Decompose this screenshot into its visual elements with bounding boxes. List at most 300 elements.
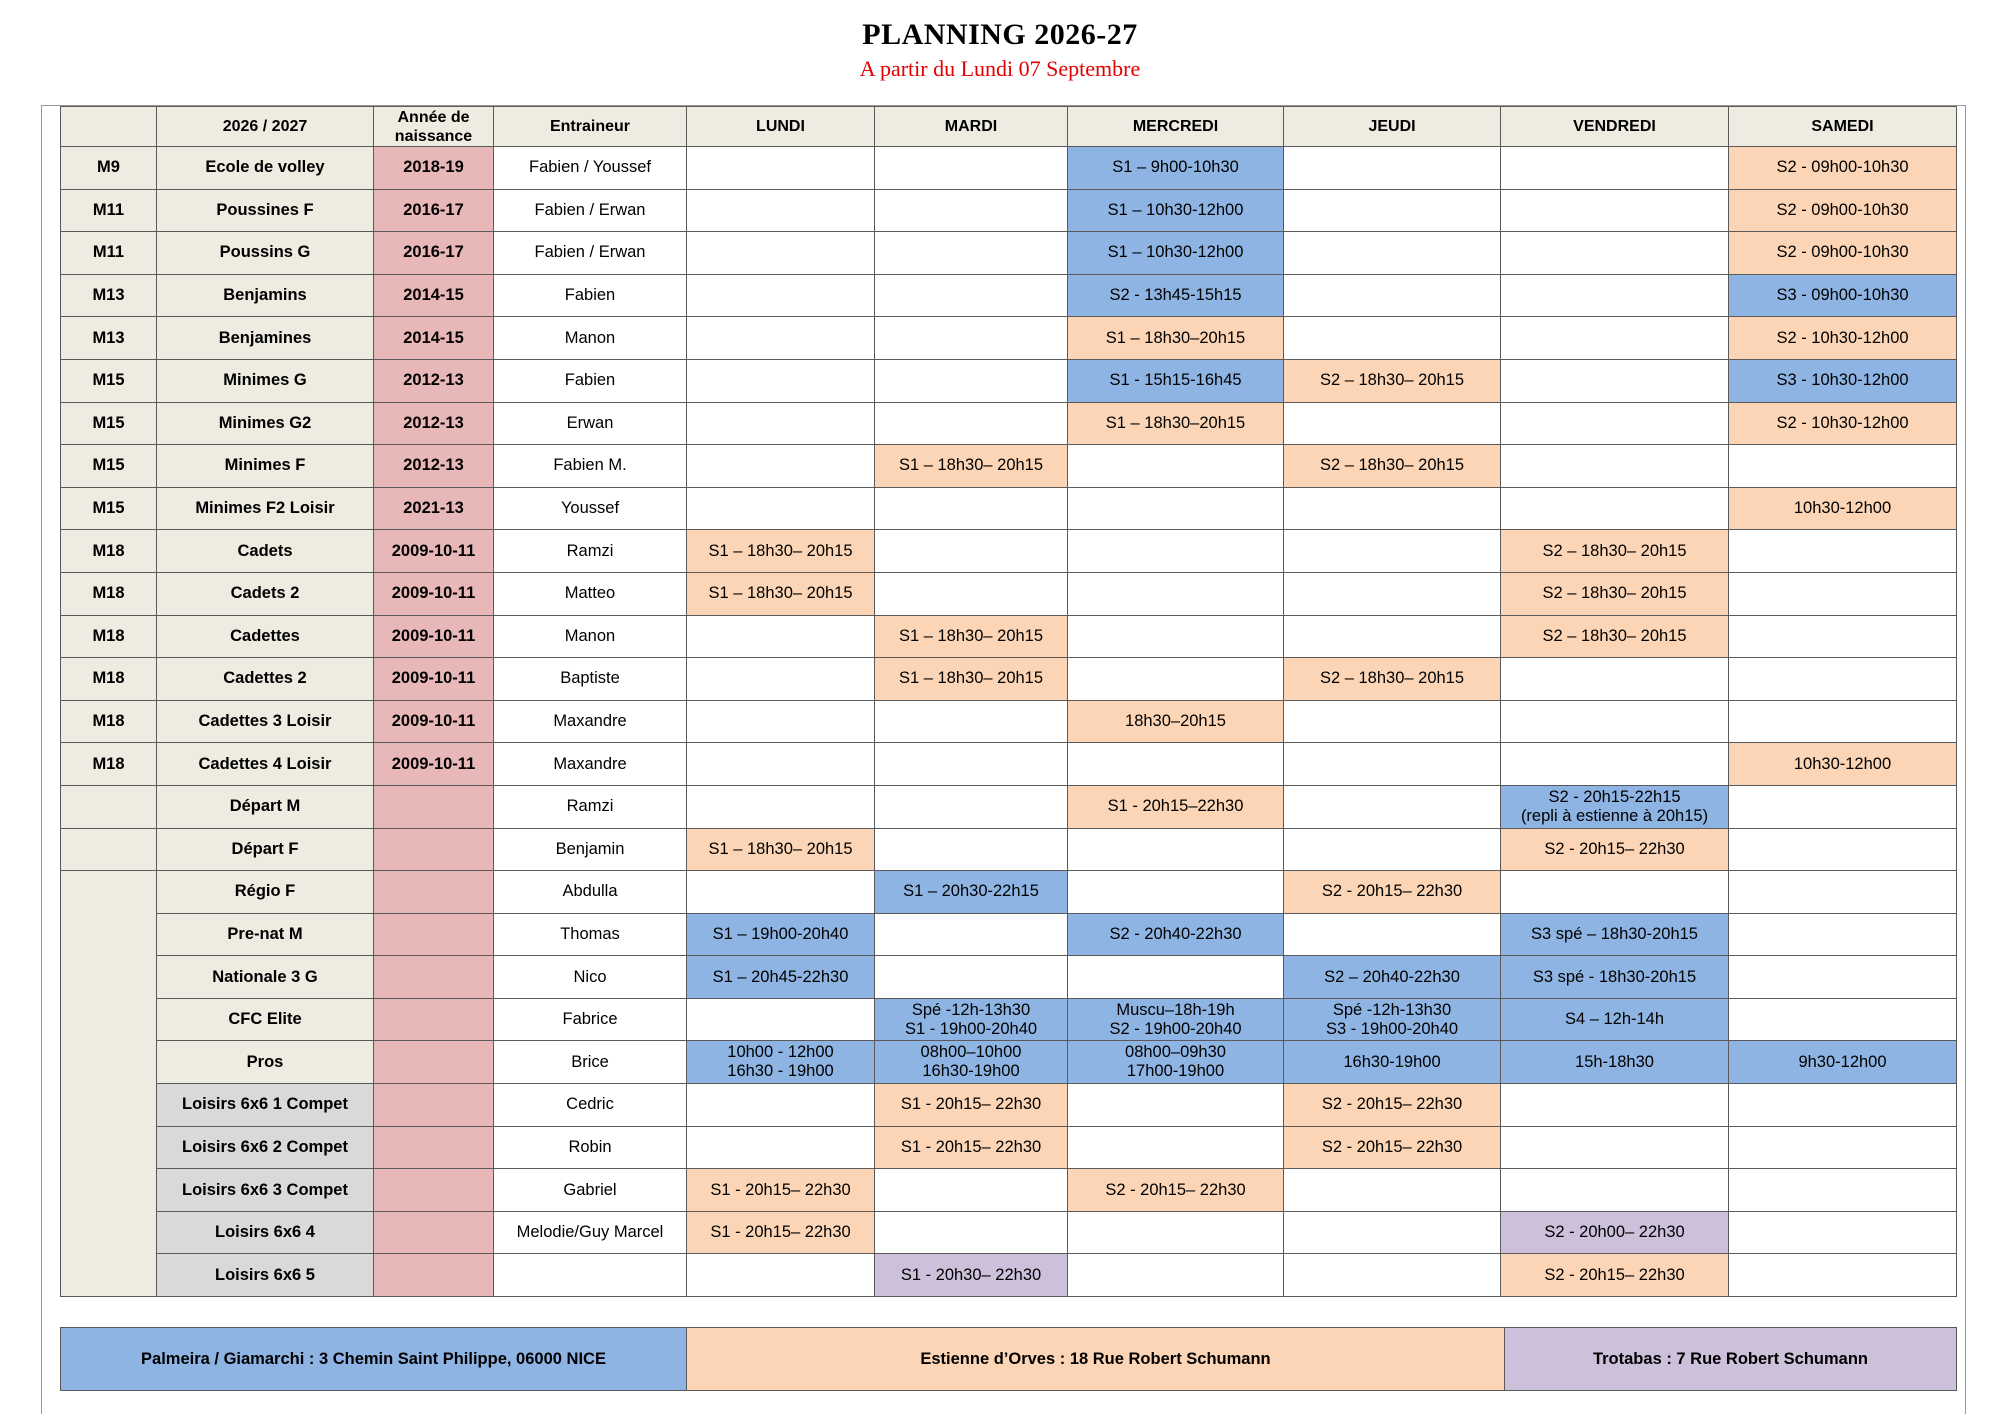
slot-mardi — [875, 658, 1068, 701]
table-row — [61, 530, 1957, 573]
slot-text: S1 – 10h30-12h00 — [1107, 243, 1244, 262]
page-title: PLANNING 2026-27 — [862, 18, 1138, 51]
team-cell: Nationale 3 G — [157, 956, 374, 999]
slot-text: S1 – 18h30–20h15 — [1105, 328, 1246, 347]
slot-lundi — [687, 317, 875, 360]
coach-cell: Youssef — [494, 487, 687, 530]
slot-lundi — [687, 871, 875, 914]
slot-text: S3 spé - 18h30-20h15 — [1532, 967, 1697, 986]
slot-text: 10h00 - 12h00 — [727, 1043, 834, 1062]
table-row — [61, 998, 1957, 1041]
slot-text: 08h00–10h00 — [920, 1043, 1022, 1062]
table-row — [61, 1169, 1957, 1212]
slot-lundi — [687, 402, 875, 445]
slot-jeudi — [1284, 530, 1501, 573]
slot-text: S2 - 20h40-22h30 — [1109, 924, 1242, 943]
birth-year-cell: 2009-10-11 — [374, 743, 494, 786]
slot-lundi — [687, 658, 875, 701]
slot-samedi — [1729, 1169, 1957, 1212]
birth-year-cell: 2009-10-11 — [374, 530, 494, 573]
slot-vendredi — [1501, 956, 1729, 999]
slot-text: S1 – 18h30– 20h15 — [708, 541, 853, 560]
slot-lundi — [687, 530, 875, 573]
coach-cell: Maxandre — [494, 700, 687, 743]
slot-mardi — [875, 487, 1068, 530]
slot-samedi — [1729, 871, 1957, 914]
slot-lundi — [687, 956, 875, 999]
slot-mardi — [875, 913, 1068, 956]
header-birth-year: Année de naissance — [374, 107, 494, 147]
slot-mercredi — [1068, 871, 1284, 914]
birth-year-cell: 2016-17 — [374, 232, 494, 275]
coach-cell: Fabien M. — [494, 445, 687, 488]
slot-mercredi — [1068, 359, 1284, 402]
slot-lundi — [687, 913, 875, 956]
slot-text: S1 - 20h15– 22h30 — [900, 1137, 1042, 1156]
slot-text: 18h30–20h15 — [1125, 712, 1226, 731]
slot-samedi — [1729, 402, 1957, 445]
slot-mardi — [875, 1041, 1068, 1084]
slot-mercredi — [1068, 1169, 1284, 1212]
slot-vendredi — [1501, 487, 1729, 530]
team-cell: Cadettes 2 — [157, 658, 374, 701]
slot-text: S1 – 20h30-22h15 — [903, 882, 1039, 901]
birth-year-cell — [374, 1084, 494, 1127]
birth-year-cell — [374, 785, 494, 828]
table-row — [61, 1126, 1957, 1169]
slot-jeudi — [1284, 317, 1501, 360]
slot-text: S2 - 20h15– 22h30 — [1321, 882, 1463, 901]
team-cell: Départ M — [157, 785, 374, 828]
team-cell: Cadettes — [157, 615, 374, 658]
coach-cell: Maxandre — [494, 743, 687, 786]
slot-text: S1 – 9h00-10h30 — [1112, 158, 1239, 177]
slot-mercredi — [1068, 189, 1284, 232]
team-cell: Cadets — [157, 530, 374, 573]
category-cell: M18 — [61, 572, 157, 615]
table-row — [61, 828, 1957, 871]
slot-text: S2 - 09h00-10h30 — [1776, 243, 1909, 262]
coach-cell: Abdulla — [494, 871, 687, 914]
slot-vendredi — [1501, 1084, 1729, 1127]
table-row — [61, 871, 1957, 914]
slot-lundi — [687, 615, 875, 658]
table-row — [61, 1211, 1957, 1254]
table-row — [61, 1254, 1957, 1297]
slot-vendredi — [1501, 317, 1729, 360]
slot-mercredi — [1068, 487, 1284, 530]
team-cell: Régio F — [157, 871, 374, 914]
category-cell: M18 — [61, 700, 157, 743]
slot-samedi — [1729, 359, 1957, 402]
slot-jeudi — [1284, 913, 1501, 956]
table-row — [61, 402, 1957, 445]
slot-mercredi — [1068, 956, 1284, 999]
slot-lundi — [687, 274, 875, 317]
table-row — [61, 487, 1957, 530]
birth-year-cell — [374, 1211, 494, 1254]
slot-jeudi — [1284, 828, 1501, 871]
table-row — [61, 1041, 1957, 1084]
slot-text: 16h30-19h00 — [1343, 1052, 1441, 1071]
birth-year-cell: 2009-10-11 — [374, 615, 494, 658]
slot-vendredi — [1501, 615, 1729, 658]
slot-mercredi — [1068, 1084, 1284, 1127]
slot-vendredi — [1501, 530, 1729, 573]
slot-text: S2 - 20h15– 22h30 — [1321, 1095, 1463, 1114]
table-row — [61, 317, 1957, 360]
birth-year-cell: 2016-17 — [374, 189, 494, 232]
coach-cell: Melodie/Guy Marcel — [494, 1211, 687, 1254]
table-row — [61, 913, 1957, 956]
slot-text: S1 – 18h30– 20h15 — [898, 669, 1044, 688]
slot-samedi — [1729, 189, 1957, 232]
coach-cell: Thomas — [494, 913, 687, 956]
header-coach: Entraineur — [494, 107, 687, 147]
slot-samedi — [1729, 572, 1957, 615]
coach-cell: Erwan — [494, 402, 687, 445]
location-legend — [60, 1327, 1957, 1391]
slot-mercredi — [1068, 700, 1284, 743]
slot-vendredi — [1501, 828, 1729, 871]
slot-lundi — [687, 700, 875, 743]
slot-lundi — [687, 147, 875, 190]
team-cell: Loisirs 6x6 1 Compet — [157, 1084, 374, 1127]
team-cell: Loisirs 6x6 4 — [157, 1211, 374, 1254]
slot-vendredi — [1501, 1211, 1729, 1254]
coach-cell: Benjamin — [494, 828, 687, 871]
birth-year-cell — [374, 828, 494, 871]
slot-text: Spé -12h-13h30 — [1332, 1000, 1452, 1019]
birth-year-cell: 2018-19 — [374, 147, 494, 190]
slot-jeudi — [1284, 700, 1501, 743]
category-cell: M18 — [61, 658, 157, 701]
slot-mardi — [875, 530, 1068, 573]
table-row — [61, 615, 1957, 658]
slot-vendredi — [1501, 1041, 1729, 1084]
team-cell: Loisirs 6x6 2 Compet — [157, 1126, 374, 1169]
slot-samedi — [1729, 743, 1957, 786]
slot-lundi — [687, 1041, 875, 1084]
slot-text: S3 - 19h00-20h40 — [1325, 1019, 1459, 1038]
slot-text: 08h00–09h30 — [1125, 1043, 1226, 1062]
birth-year-cell: 2009-10-11 — [374, 700, 494, 743]
slot-text: S2 - 10h30-12h00 — [1776, 413, 1909, 432]
slot-text: S1 – 18h30– 20h15 — [898, 456, 1044, 475]
slot-text: S4 – 12h-14h — [1564, 1010, 1665, 1029]
slot-mercredi — [1068, 274, 1284, 317]
slot-mardi — [875, 1254, 1068, 1297]
team-cell: Cadettes 3 Loisir — [157, 700, 374, 743]
legend-palmeira: Palmeira / Giamarchi : 3 Chemin Saint Philippe, 06000 NICE — [61, 1328, 687, 1391]
slot-lundi — [687, 785, 875, 828]
slot-mardi — [875, 402, 1068, 445]
slot-samedi — [1729, 317, 1957, 360]
slot-jeudi — [1284, 1126, 1501, 1169]
slot-mercredi — [1068, 530, 1284, 573]
birth-year-cell — [374, 1254, 494, 1297]
slot-jeudi — [1284, 871, 1501, 914]
team-cell: Cadettes 4 Loisir — [157, 743, 374, 786]
slot-mardi — [875, 232, 1068, 275]
table-row — [61, 232, 1957, 275]
category-cell: M15 — [61, 359, 157, 402]
slot-vendredi — [1501, 402, 1729, 445]
slot-mercredi — [1068, 1041, 1284, 1084]
slot-lundi — [687, 743, 875, 786]
slot-text: S2 - 20h00– 22h30 — [1544, 1223, 1685, 1242]
category-cell — [61, 785, 157, 828]
slot-text: 9h30-12h00 — [1798, 1052, 1887, 1071]
slot-mercredi — [1068, 828, 1284, 871]
slot-text: (repli à estienne à 20h15) — [1520, 806, 1709, 825]
team-cell: Poussins G — [157, 232, 374, 275]
birth-year-cell: 2012-13 — [374, 445, 494, 488]
slot-mardi — [875, 274, 1068, 317]
slot-text: S1 – 20h45-22h30 — [712, 967, 849, 986]
coach-cell: Ramzi — [494, 785, 687, 828]
team-cell: Minimes G2 — [157, 402, 374, 445]
coach-cell: Fabien — [494, 274, 687, 317]
slot-text: S1 – 19h00-20h40 — [712, 924, 849, 943]
team-cell: Ecole de volley — [157, 147, 374, 190]
team-cell: Minimes F — [157, 445, 374, 488]
slot-jeudi — [1284, 445, 1501, 488]
slot-text: Muscu–18h-19h — [1116, 1000, 1235, 1019]
birth-year-cell: 2012-13 — [374, 359, 494, 402]
birth-year-cell — [374, 956, 494, 999]
slot-text: S1 - 19h00-20h40 — [904, 1019, 1038, 1038]
birth-year-cell: 2009-10-11 — [374, 572, 494, 615]
table-row — [61, 956, 1957, 999]
slot-mercredi — [1068, 445, 1284, 488]
slot-samedi — [1729, 828, 1957, 871]
slot-mardi — [875, 871, 1068, 914]
slot-mardi — [875, 785, 1068, 828]
slot-text: S2 - 09h00-10h30 — [1776, 200, 1909, 219]
slot-vendredi — [1501, 147, 1729, 190]
birth-year-cell — [374, 871, 494, 914]
slot-mercredi — [1068, 615, 1284, 658]
slot-text: S1 - 20h15– 22h30 — [710, 1180, 851, 1199]
slot-lundi — [687, 232, 875, 275]
slot-vendredi — [1501, 572, 1729, 615]
slot-text: S1 – 10h30-12h00 — [1107, 200, 1244, 219]
slot-text: S2 - 20h15– 22h30 — [1105, 1180, 1246, 1199]
slot-text: S2 - 13h45-15h15 — [1109, 286, 1242, 305]
birth-year-cell: 2012-13 — [374, 402, 494, 445]
slot-vendredi — [1501, 1169, 1729, 1212]
slot-lundi — [687, 1084, 875, 1127]
slot-mardi — [875, 615, 1068, 658]
slot-mercredi — [1068, 1211, 1284, 1254]
slot-mercredi — [1068, 147, 1284, 190]
slot-text: 17h00-19h00 — [1126, 1062, 1225, 1081]
slot-lundi — [687, 572, 875, 615]
slot-text: S2 - 19h00-20h40 — [1109, 1019, 1242, 1038]
header-day-jeudi: JEUDI — [1284, 107, 1501, 147]
slot-samedi — [1729, 913, 1957, 956]
slot-samedi — [1729, 785, 1957, 828]
slot-jeudi — [1284, 785, 1501, 828]
slot-samedi — [1729, 1084, 1957, 1127]
team-cell: Minimes G — [157, 359, 374, 402]
coach-cell: Fabien / Erwan — [494, 189, 687, 232]
slot-samedi — [1729, 530, 1957, 573]
slot-text: Spé -12h-13h30 — [911, 1000, 1031, 1019]
coach-cell: Manon — [494, 317, 687, 360]
slot-mercredi — [1068, 998, 1284, 1041]
category-cell — [61, 871, 157, 1297]
birth-year-cell — [374, 1169, 494, 1212]
slot-lundi — [687, 487, 875, 530]
header-day-samedi: SAMEDI — [1729, 107, 1957, 147]
category-cell: M13 — [61, 317, 157, 360]
table-row — [61, 785, 1957, 828]
header-day-mardi: MARDI — [875, 107, 1068, 147]
team-cell: Départ F — [157, 828, 374, 871]
slot-jeudi — [1284, 359, 1501, 402]
category-cell: M15 — [61, 445, 157, 488]
legend-estienne: Estienne d’Orves : 18 Rue Robert Schumann — [687, 1328, 1505, 1391]
team-cell: Cadets 2 — [157, 572, 374, 615]
table-row — [61, 274, 1957, 317]
category-cell: M11 — [61, 189, 157, 232]
coach-cell: Fabrice — [494, 998, 687, 1041]
birth-year-cell — [374, 1126, 494, 1169]
slot-text: 10h30-12h00 — [1793, 754, 1892, 773]
slot-text: S2 – 18h30– 20h15 — [1542, 584, 1687, 603]
slot-samedi — [1729, 615, 1957, 658]
slot-mercredi — [1068, 785, 1284, 828]
slot-vendredi — [1501, 658, 1729, 701]
slot-samedi — [1729, 1211, 1957, 1254]
slot-text: S2 - 20h15– 22h30 — [1544, 839, 1685, 858]
slot-jeudi — [1284, 1211, 1501, 1254]
slot-text: 16h30 - 19h00 — [727, 1062, 834, 1081]
slot-text: S2 – 18h30– 20h15 — [1319, 456, 1465, 475]
category-cell: M9 — [61, 147, 157, 190]
slot-text: S1 - 20h30– 22h30 — [900, 1265, 1042, 1284]
slot-mercredi — [1068, 572, 1284, 615]
slot-mardi — [875, 1126, 1068, 1169]
birth-year-cell — [374, 998, 494, 1041]
coach-cell — [494, 1254, 687, 1297]
slot-mardi — [875, 956, 1068, 999]
slot-vendredi — [1501, 913, 1729, 956]
header-day-lundi: LUNDI — [687, 107, 875, 147]
team-cell: Pre-nat M — [157, 913, 374, 956]
slot-text: S1 – 18h30– 20h15 — [708, 584, 853, 603]
coach-cell: Nico — [494, 956, 687, 999]
slot-jeudi — [1284, 1254, 1501, 1297]
table-row — [61, 147, 1957, 190]
slot-lundi — [687, 1126, 875, 1169]
slot-text: S2 – 18h30– 20h15 — [1542, 626, 1687, 645]
slot-mercredi — [1068, 658, 1284, 701]
slot-mercredi — [1068, 232, 1284, 275]
slot-samedi — [1729, 487, 1957, 530]
slot-vendredi — [1501, 359, 1729, 402]
slot-text: 16h30-19h00 — [922, 1062, 1020, 1081]
table-row — [61, 445, 1957, 488]
slot-jeudi — [1284, 1084, 1501, 1127]
category-cell: M18 — [61, 530, 157, 573]
slot-text: S1 - 20h15– 22h30 — [900, 1095, 1042, 1114]
slot-text: S1 - 20h15– 22h30 — [710, 1223, 851, 1242]
slot-text: S2 – 18h30– 20h15 — [1542, 541, 1687, 560]
slot-jeudi — [1284, 743, 1501, 786]
slot-lundi — [687, 998, 875, 1041]
birth-year-cell — [374, 913, 494, 956]
slot-text: S3 - 10h30-12h00 — [1776, 371, 1909, 390]
slot-mardi — [875, 828, 1068, 871]
schedule-table — [60, 106, 1957, 1297]
team-cell: Loisirs 6x6 5 — [157, 1254, 374, 1297]
slot-jeudi — [1284, 572, 1501, 615]
category-cell: M15 — [61, 402, 157, 445]
team-cell: Pros — [157, 1041, 374, 1084]
slot-mardi — [875, 1211, 1068, 1254]
slot-text: S2 – 18h30– 20h15 — [1319, 371, 1465, 390]
table-row — [61, 1084, 1957, 1127]
team-cell: Benjamins — [157, 274, 374, 317]
slot-lundi — [687, 359, 875, 402]
slot-jeudi — [1284, 956, 1501, 999]
slot-mercredi — [1068, 402, 1284, 445]
slot-mardi — [875, 998, 1068, 1041]
slot-vendredi — [1501, 785, 1729, 828]
slot-samedi — [1729, 1126, 1957, 1169]
slot-mardi — [875, 445, 1068, 488]
coach-cell: Fabien — [494, 359, 687, 402]
table-row — [61, 189, 1957, 232]
coach-cell: Baptiste — [494, 658, 687, 701]
slot-lundi — [687, 828, 875, 871]
header-season: 2026 / 2027 — [157, 107, 374, 147]
slot-mardi — [875, 1169, 1068, 1212]
slot-text: S1 – 18h30– 20h15 — [898, 626, 1044, 645]
slot-lundi — [687, 1211, 875, 1254]
slot-jeudi — [1284, 274, 1501, 317]
slot-text: S2 - 20h15– 22h30 — [1321, 1137, 1463, 1156]
slot-vendredi — [1501, 871, 1729, 914]
table-row — [61, 359, 1957, 402]
slot-vendredi — [1501, 274, 1729, 317]
slot-mardi — [875, 359, 1068, 402]
table-row — [61, 743, 1957, 786]
team-cell: Poussines F — [157, 189, 374, 232]
slot-mercredi — [1068, 1126, 1284, 1169]
slot-text: S2 – 18h30– 20h15 — [1319, 669, 1465, 688]
team-cell: Benjamines — [157, 317, 374, 360]
slot-jeudi — [1284, 189, 1501, 232]
slot-mardi — [875, 572, 1068, 615]
page-subtitle: A partir du Lundi 07 Septembre — [859, 56, 1141, 81]
slot-text: 15h-18h30 — [1575, 1052, 1654, 1071]
slot-mardi — [875, 743, 1068, 786]
category-cell: M15 — [61, 487, 157, 530]
coach-cell: Robin — [494, 1126, 687, 1169]
slot-jeudi — [1284, 998, 1501, 1041]
slot-mardi — [875, 1084, 1068, 1127]
slot-vendredi — [1501, 1254, 1729, 1297]
slot-jeudi — [1284, 402, 1501, 445]
coach-cell: Fabien / Erwan — [494, 232, 687, 275]
slot-text: S2 - 20h15-22h15 — [1548, 787, 1681, 806]
slot-jeudi — [1284, 487, 1501, 530]
slot-samedi — [1729, 274, 1957, 317]
